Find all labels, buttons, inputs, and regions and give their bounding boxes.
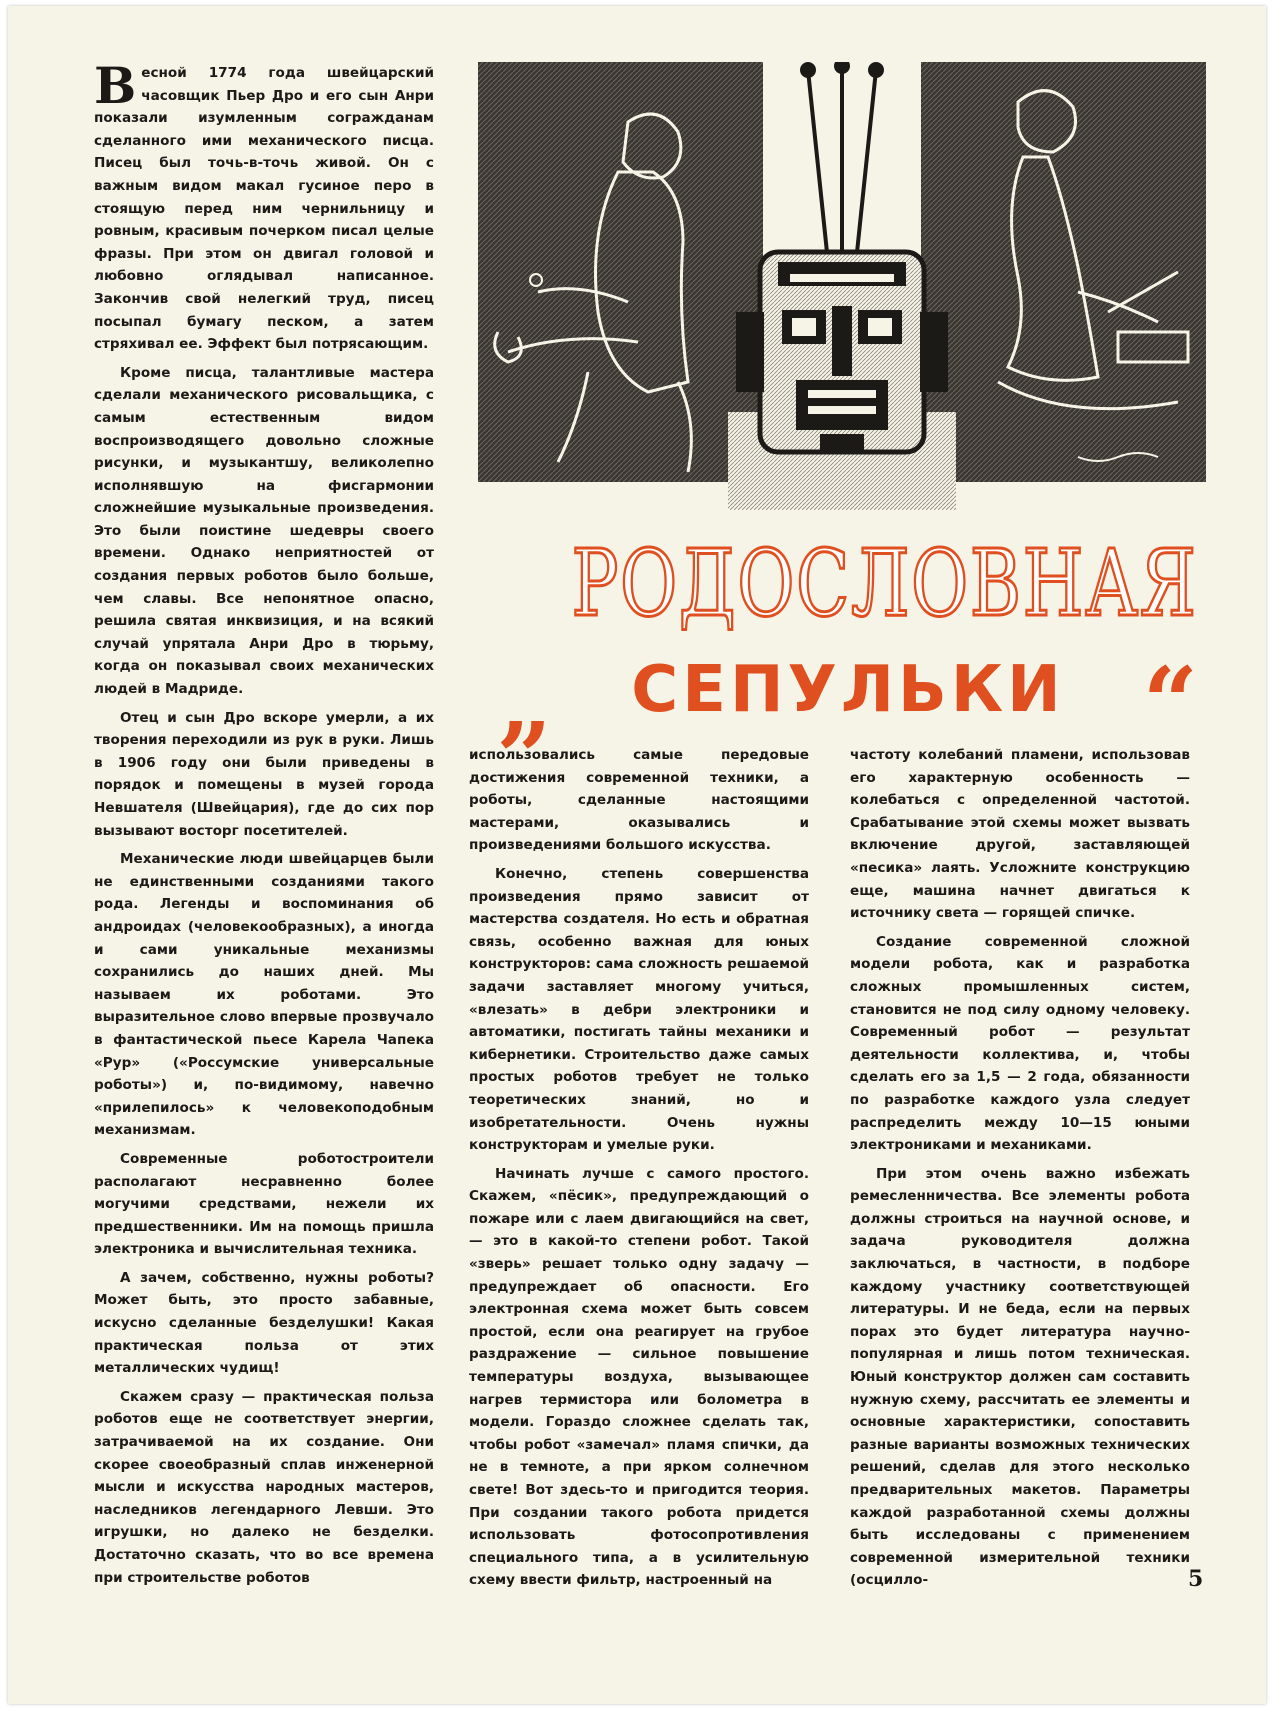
antenna-icon [802, 62, 882, 262]
paragraph: А зачем, собственно, нужны роботы? Может быть, это просто забавные, искусно сделанные безделушки! Какая практическая польза от этих металлических чудищ! [94, 1269, 434, 1377]
text-column-1 [94, 56, 434, 1595]
paragraph: Весной 1774 года швейцарский часовщик Пьер Дро и его сын Анри показали изумленным согражданам сделанного ими механического писца. Писец был точь-в-точь живой. Он с важным видом макал гусиное перо в стоящую перед ним чернильницу и ровным, красивым почерком писал целые фразы. При этом он двигал головой и любовно оглядывал написанное. Закончив свой нелегкий труд, писец посыпал бумагу песком, а затем стряхивал ее. Эффект был потрясающим. [94, 56, 434, 353]
paragraph: Современные роботостроители располагают несравненно более могучими средствами, нежели их предшественники. Им на помощь пришла электроника и вычислительная техника. [94, 1150, 434, 1258]
headline: РОДОСЛОВНАЯ [571, 530, 1198, 637]
right-panel-writer [921, 62, 1206, 482]
quote-open: „ [498, 646, 554, 759]
quote-close: “ [1142, 646, 1198, 759]
robot-illustration [478, 62, 1206, 510]
paragraph: При этом очень важно избежать ремесленничества. Все элементы робота должны строиться на научной основе, и задача руководителя должна заключаться, в частности, в подборе каждому участнику соответствующей литературы. И не беда, если на первых порах это будет литература научно-популярная и лишь потом техническая. Юный конструктор должен сам составить нужную схему, рассчитать ее элементы и основные характеристики, сопоставить разные варианты возможных технических решений, сделав для этого несколько предварительных макетов. Параметры каждой разработанной схемы должны быть исследованы с применением современной измерительной техники (осцилло- [850, 1165, 1190, 1589]
paragraph: Кроме писца, талантливые мастера сделали механического рисовальщика, с самым естественным видом воспроизводящего довольно сложные рисунки, и музыкантшу, великолепно исполнявшую на фисгармонии сложнейшие музыкальные произведения. Это были поистине шедевры своего времени. Однако неприятностей от создания первых роботов было больше, чем славы. Все непонятное опасно, решила святая инквизиция, и на всякий случай упрятала Анри Дро в тюрьму, когда он показывал своих механических людей в Мадриде. [94, 364, 434, 698]
paragraph: Создание современной сложной модели робота, как и разработка сложных промышленных систем, становится не под силу одному человеку. Современный робот — результат деятельности коллектива, и, чтобы сделать его за 1,5 — 2 года, обязанности по разработке каждого узла следует распределить между 10—15 юными электрониками и механиками. [850, 933, 1190, 1154]
paragraph: частоту колебаний пламени, использовав его характерную особенность — колебаться с определенной частотой. Срабатывание этой схемы может вызвать включение другой, заставляющей «песика» лаять. Усложните конструкцию еще, машина начнет двигаться к источнику света — горящей спичке. [850, 747, 1190, 922]
subheadline [498, 646, 1198, 759]
page-number: 5 [1188, 1566, 1204, 1592]
paragraph: Конечно, степень совершенства произведения прямо зависит от мастерства создателя. Но есть и обратная связь, особенно важная для юных конструкторов: сама сложность решаемой задачи заставляет многому учиться, «влезать» в дебри электроники и автоматики, постигать тайны механики и кибернетики. Строительство даже самых простых роботов требует не только теоретических знаний, но и изобретательности. Очень нужны конструкторам и умелые руки. [469, 865, 809, 1154]
paragraph: использовались самые передовые достижения современной техники, а роботы, сделанные настоящими мастерами, оказывались и произведениями большого искусства. [469, 747, 809, 854]
paragraph: Механические люди швейцарцев были не единственными созданиями такого рода. Легенды и воспоминания об андроидах (человекообразных), а иногда и сами уникальные механизмы сохранились до наших дней. Мы называем их роботами. Это выразительное слово впервые прозвучало в фантастической пьесе Карела Чапека «Рур» («Россумские универсальные роботы») и, по-видимому, навечно «прилепилось» к человекоподобным механизмам. [94, 851, 434, 1139]
robot-head [728, 252, 956, 510]
drop-cap: В [94, 56, 137, 115]
paragraph: Скажем сразу — практическая польза роботов еще не соответствует энергии, затрачиваемой на их создание. Они скорее своеобразный сплав инженерной мысли и искусства народных мастеров, наследников легендарного Левши. Это игрушки, но далеко не безделки. Достаточно сказать, что во все времена при строительстве роботов [94, 1388, 434, 1586]
text-column-3 [850, 744, 1190, 1598]
paragraph: Отец и сын Дро вскоре умерли, а их творения переходили из рук в руки. Лишь в 1906 году они были приведены в порядок и помещены в музей города Невшателя (Швейцария), где до сих пор вызывают восторг посетителей. [94, 709, 434, 839]
text-column-2 [469, 744, 809, 1598]
left-panel-writer [478, 62, 763, 482]
magazine-page [8, 6, 1266, 1704]
subheadline-text: СЕПУЛЬКИ [631, 653, 1065, 727]
paragraph: Начинать лучше с самого простого. Скажем, «пёсик», предупреждающий о пожаре или с лаем двигающийся на свет, — это в какой-то степени робот. Такой «зверь» решает только одну задачу — предупреждает об опасности. Его электронная схема может быть совсем простой, если она реагирует на грубое раздражение — сильное повышение температуры воздуха, вызывающее нагрев термистора или болометра в модели. Гораздо сложнее сделать так, чтобы робот «замечал» пламя спички, да не в темноте, а при ярком солнечном свете! Вот здесь-то и пригодится теория. При создании такого робота придется использовать фотосопротивления специального типа, а в усилительную схему ввести фильтр, настроенный на [469, 1165, 809, 1589]
